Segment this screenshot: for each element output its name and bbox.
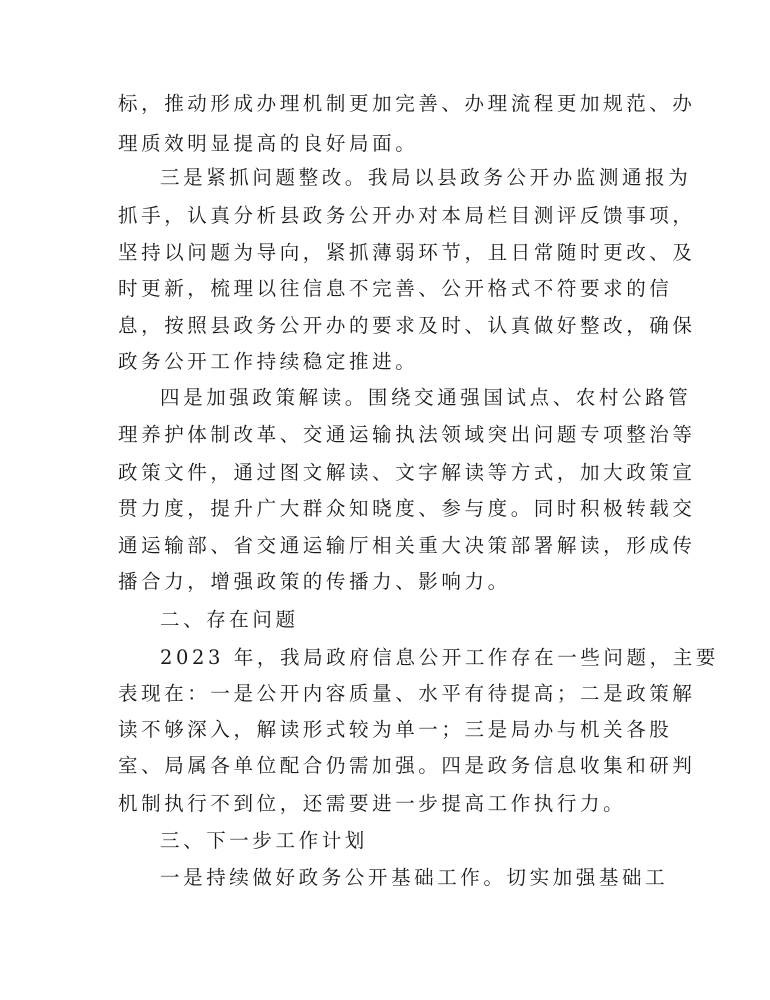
- text-line-13: 通运输部、省交通运输厅相关重大决策部署解读，形成传: [118, 534, 696, 557]
- section-heading-next-steps: 三、下一步工作计划: [160, 829, 368, 852]
- text-line-17: 表现在：一是公开内容质量、水平有待提高；二是政策解: [118, 682, 696, 705]
- text-line-12: 贯力度，提升广大群众知晓度、参与度。同时积极转载交: [118, 497, 696, 520]
- text-line-22: 一是持续做好政务公开基础工作。切实加强基础工: [160, 866, 669, 889]
- text-line-4: 抓手，认真分析县政务公开办对本局栏目测评反馈事项，: [118, 204, 696, 227]
- text-line-14: 播合力，增强政策的传播力、影响力。: [118, 570, 511, 593]
- text-line-11: 政策文件，通过图文解读、文字解读等方式，加大政策宣: [118, 461, 696, 484]
- text-line-10: 理养护体制改革、交通运输执法领域突出问题专项整治等: [118, 423, 696, 446]
- text-line-16: 2023 年，我局政府信息公开工作存在一些问题，主要: [160, 646, 719, 669]
- text-line-1: 标，推动形成办理机制更加完善、办理流程更加规范、办: [118, 92, 696, 115]
- section-heading-problems: 二、存在问题: [160, 608, 299, 631]
- text-line-2: 理质效明显提高的良好局面。: [118, 132, 419, 155]
- text-line-20: 机制执行不到位，还需要进一步提高工作执行力。: [118, 792, 627, 815]
- text-line-7: 息，按照县政务公开办的要求及时、认真做好整改，确保: [118, 314, 696, 337]
- text-line-8: 政务公开工作持续稳定推进。: [118, 350, 419, 373]
- text-line-6: 时更新，梳理以往信息不完善、公开格式不符要求的信: [118, 277, 673, 300]
- text-line-9: 四是加强政策解读。围绕交通强国试点、农村公路管: [160, 386, 692, 409]
- text-line-3: 三是紧抓问题整改。我局以县政务公开办监测通报为: [160, 166, 692, 189]
- text-line-5: 坚持以问题为导向，紧抓薄弱环节，且日常随时更改、及: [118, 241, 696, 264]
- text-line-18: 读不够深入，解读形式较为单一；三是局办与机关各股: [118, 718, 673, 741]
- text-line-19: 室、局属各单位配合仍需加强。四是政务信息收集和研判: [118, 754, 696, 777]
